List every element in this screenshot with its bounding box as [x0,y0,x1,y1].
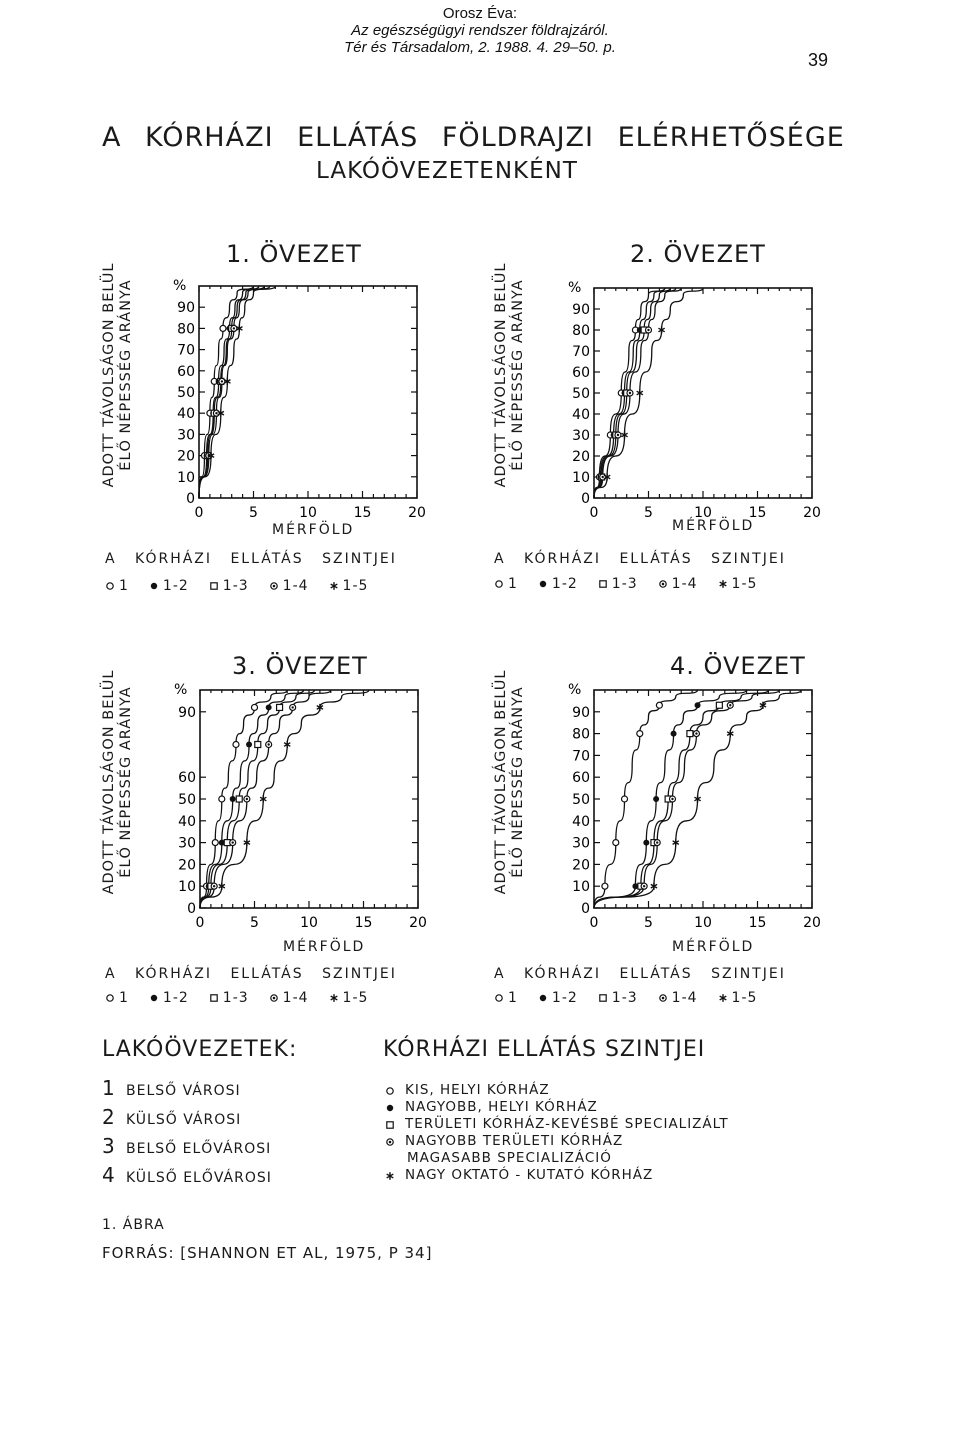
legend-item [494,990,518,1006]
y-axis-label-line2: ÉLŐ NÉPESSÉG ARÁNYA [510,279,526,471]
level-label-continued: MAGASABB SPECIALIZÁCIÓ [407,1150,612,1166]
data-point [230,796,236,802]
y-tick-label: 90 [177,300,195,317]
data-point [230,840,236,846]
data-point [266,704,272,710]
open-circle-icon [105,581,115,591]
data-point [673,839,679,846]
y-tick-label: 40 [178,813,196,830]
y-tick-label: 50 [572,386,590,402]
series-line-1-3 [594,288,676,498]
legend-item [658,990,698,1006]
zone-item: 2 KÜLSŐ VÁROSI [102,1105,242,1129]
legend-title: A KÓRHÁZI ELLÁTÁS SZINTJEI [105,551,397,567]
data-point [220,325,226,331]
data-point [277,704,283,710]
x-tick-label: 10 [299,505,317,521]
legend-item [718,576,758,592]
x-tick-label: 10 [694,915,712,931]
asterisk-icon [329,993,339,1003]
x-tick-label: 15 [748,915,767,931]
y-tick-label: 60 [178,770,196,787]
y-tick-label: 20 [178,857,196,874]
filled-circle-icon [149,581,159,591]
level-label: NAGYOBB, HELYI KÓRHÁZ [405,1099,598,1115]
y-tick-label: 40 [572,407,590,423]
x-tick-label: 10 [300,915,318,931]
y-tick-label: 70 [572,344,590,360]
legend-item [105,578,129,594]
legend-label: 1-2 [162,578,189,594]
legend-label: 1 [119,578,129,594]
y-axis-label-line1: ADOTT TÁVOLSÁGON BELÜL [101,262,117,488]
header-citation: Tér és Társadalom, 2. 1988. 4. 29–50. p. [344,39,616,56]
data-point [602,883,608,889]
legend-label: 1-4 [671,576,698,592]
open-circle-icon [385,1086,395,1096]
data-point [255,742,261,748]
legend-label: 1-4 [671,990,698,1006]
y-tick-label: 70 [177,342,195,359]
legend-label: 1-2 [551,990,578,1006]
y-tick-label: 30 [572,428,590,444]
legend-label: 1-3 [611,576,638,592]
legend-item [329,578,369,594]
series-markers-1-5 [604,326,665,480]
data-point [727,730,733,737]
level-item [385,1099,729,1116]
data-point [671,731,677,737]
figure-title-line1: A KÓRHÁZI ELLÁTÁS FÖLDRAJZI ELÉRHETŐSÉGE [102,122,845,153]
data-point [646,327,652,333]
y-tick-label: 30 [177,427,195,444]
y-axis-label-line2: ÉLŐ NÉPESSÉG ARÁNYA [118,279,134,471]
series-line-1-3 [594,690,768,908]
y-unit-label: % [173,278,187,294]
legend-title: A KÓRHÁZI ELLÁTÁS SZINTJEI [105,966,397,982]
data-point [641,883,647,889]
y-tick-label: 90 [178,704,196,721]
open-square-icon [598,579,608,589]
legend-label: 1 [508,576,518,592]
legend-item [105,990,129,1006]
y-axis-label [492,652,528,912]
data-point [246,742,252,748]
legend-item [269,578,309,594]
chart-plot [169,256,447,528]
x-tick-label: 10 [694,505,712,521]
y-tick-label: 10 [178,879,196,896]
data-point [211,883,217,889]
data-point [219,378,225,384]
y-tick-label: 0 [186,491,195,507]
page-number: 39 [808,50,829,70]
y-unit-label: % [174,682,188,698]
y-tick-label: 10 [572,470,590,486]
data-point [637,389,643,396]
legend-item [329,990,369,1006]
chart-title: 1. ÖVEZET [226,240,362,268]
legend-item [269,990,309,1006]
x-tick-label: 5 [644,505,653,521]
legend-label: 1-5 [731,576,758,592]
legend-label: 1 [508,990,518,1006]
x-axis-label: MÉRFÖLD [672,939,755,955]
x-axis-label: MÉRFÖLD [272,522,355,538]
open-square-icon [385,1120,395,1130]
open-square-icon [598,993,608,1003]
data-point [716,702,722,708]
data-point [694,795,700,802]
x-tick-label: 5 [249,505,258,521]
header-author: Orosz Éva: [442,5,518,22]
series-markers-1-3 [638,702,722,889]
circled-dot-icon [658,579,668,589]
legend-item [538,990,578,1006]
legend [494,576,777,592]
zone-item: 1 BELSŐ VÁROSI [102,1076,241,1100]
y-tick-label: 60 [572,770,590,787]
figure-title-line2: LAKÓÖVEZETENKÉNT [316,158,578,184]
x-axis-label: MÉRFÖLD [672,518,755,534]
y-tick-label: 10 [177,469,195,486]
y-tick-label: 0 [187,901,196,917]
x-tick-label: 15 [353,505,372,521]
data-point [627,390,633,396]
legend-label: 1-2 [162,990,189,1006]
legend-item [494,576,518,592]
circled-dot-icon [658,993,668,1003]
y-tick-label: 40 [177,406,195,423]
data-point [266,742,272,748]
data-point [651,883,657,890]
x-tick-label: 15 [354,915,373,931]
level-label: NAGY OKTATÓ - KUTATÓ KÓRHÁZ [405,1167,654,1183]
data-point [219,796,225,802]
y-tick-label: 70 [572,748,590,765]
legend-label: 1-5 [342,578,369,594]
data-point [656,702,662,708]
legend [494,990,777,1006]
data-point [760,702,766,709]
y-tick-label: 10 [572,879,590,896]
chart-plot [564,258,842,528]
y-axis-label-line2: ÉLŐ NÉPESSÉG ARÁNYA [118,686,134,878]
y-axis-label-line1: ADOTT TÁVOLSÁGON BELÜL [493,262,509,488]
x-axis-label: MÉRFÖLD [283,939,366,955]
x-tick-label: 20 [408,505,426,521]
data-point [290,704,296,710]
levels-list [385,1082,729,1184]
data-point [244,796,250,802]
legend-item [538,576,578,592]
y-tick-label: 50 [177,385,195,401]
open-circle-icon [494,579,504,589]
data-point [643,840,649,846]
level-label: NAGYOBB TERÜLETI KÓRHÁZ [405,1133,624,1149]
y-unit-label: % [568,280,582,296]
x-tick-label: 5 [250,915,259,931]
data-point [727,702,733,708]
legend-item [149,990,189,1006]
asterisk-icon [718,579,728,589]
y-tick-label: 90 [572,302,590,318]
chart-title: 3. ÖVEZET [232,652,368,680]
x-tick-label: 15 [748,505,767,521]
y-tick-label: 50 [572,792,590,808]
y-tick-label: 0 [581,491,590,507]
data-point [653,796,659,802]
x-tick-label: 20 [803,505,821,521]
circled-dot-icon [385,1137,395,1147]
data-point [654,840,660,846]
data-point [695,702,701,708]
data-point [219,883,225,890]
legend-label: 1-4 [282,578,309,594]
open-square-icon [209,993,219,1003]
data-point [252,704,258,710]
x-tick-label: 20 [409,915,427,931]
chart-title: 4. ÖVEZET [670,652,806,680]
y-axis-label [100,652,136,912]
figure-label: 1. ÁBRA [102,1217,165,1233]
x-tick-label: 0 [195,915,205,931]
legend-item [598,990,638,1006]
legend-item [149,578,189,594]
circled-dot-icon [269,581,279,591]
level-label: KIS, HELYI KÓRHÁZ [405,1082,550,1098]
y-tick-label: 20 [572,857,590,874]
legend-title: A KÓRHÁZI ELLÁTÁS SZINTJEI [494,966,786,982]
y-tick-label: 80 [177,321,195,338]
y-tick-label: 60 [572,365,590,381]
data-point [236,796,242,802]
x-tick-label: 0 [589,505,599,521]
data-point [658,326,664,333]
open-square-icon [209,581,219,591]
zones-heading: LAKÓÖVEZETEK: [102,1037,298,1062]
y-tick-label: 30 [572,835,590,852]
legend-label: 1-5 [342,990,369,1006]
legend-item [718,990,758,1006]
filled-circle-icon [149,993,159,1003]
data-point [615,432,621,438]
x-tick-label: 0 [194,505,204,521]
data-point [693,731,699,737]
circled-dot-icon [269,993,279,1003]
series-markers-1 [602,702,663,889]
asterisk-icon [329,581,339,591]
y-tick-label: 0 [581,901,590,917]
y-tick-label: 30 [178,835,196,852]
y-axis-label [492,250,528,500]
zone-item: 3 BELSŐ ELŐVÁROSI [102,1134,272,1158]
data-point [621,431,627,438]
legend-item [209,578,249,594]
x-tick-label: 20 [803,915,821,931]
y-tick-label: 60 [177,363,195,380]
data-point [687,731,693,737]
y-unit-label: % [568,682,582,698]
figure-source: FORRÁS: [SHANNON ET AL, 1975, P 34] [102,1244,433,1262]
filled-circle-icon [538,993,548,1003]
data-point [622,796,628,802]
legend-item [658,576,698,592]
y-tick-label: 20 [177,448,195,465]
y-tick-label: 20 [572,449,590,465]
legend-label: 1-4 [282,990,309,1006]
y-tick-label: 80 [572,726,590,743]
data-point [244,839,250,846]
level-item [385,1167,729,1184]
data-point [212,840,218,846]
y-axis-label-line1: ADOTT TÁVOLSÁGON BELÜL [493,669,509,895]
legend-item [209,990,249,1006]
legend-item [598,576,638,592]
chart-plot [170,660,448,938]
zone-item: 4 KÜLSŐ ELŐVÁROSI [102,1163,272,1187]
asterisk-icon [385,1171,395,1181]
y-axis-label-line1: ADOTT TÁVOLSÁGON BELÜL [101,669,117,895]
open-circle-icon [494,993,504,1003]
filled-circle-icon [538,579,548,589]
chart-plot [564,660,842,938]
data-point [637,731,643,737]
data-point [233,742,239,748]
data-point [317,704,323,711]
y-tick-label: 80 [572,323,590,339]
levels-heading: KÓRHÁZI ELLÁTÁS SZINTJEI [383,1037,706,1062]
data-point [231,325,237,331]
y-tick-label: 90 [572,704,590,721]
filled-circle-icon [385,1103,395,1113]
legend-label: 1-5 [731,990,758,1006]
x-tick-label: 5 [644,915,653,931]
level-label: TERÜLETI KÓRHÁZ-KEVÉSBÉ SPECIALIZÁLT [405,1116,729,1132]
header-title: Az egészségügyi rendszer földrajzáról. [351,22,609,39]
legend [105,990,388,1006]
data-point [260,795,266,802]
legend-label: 1-3 [611,990,638,1006]
y-tick-label: 50 [178,792,196,808]
legend [105,578,388,594]
legend-title: A KÓRHÁZI ELLÁTÁS SZINTJEI [494,551,786,567]
chart-title: 2. ÖVEZET [630,240,766,268]
data-point [613,840,619,846]
zones-list [102,1075,272,1191]
legend-label: 1-2 [551,576,578,592]
level-item [385,1133,729,1150]
y-axis-label-line2: ÉLŐ NÉPESSÉG ARÁNYA [510,686,526,878]
y-axis-label [100,250,136,500]
data-point [669,796,675,802]
series-markers-1-5 [208,325,243,459]
legend-label: 1-3 [222,990,249,1006]
asterisk-icon [718,993,728,1003]
legend-label: 1-3 [222,578,249,594]
open-circle-icon [105,993,115,1003]
x-tick-label: 0 [589,915,599,931]
level-item [385,1116,729,1133]
level-item [385,1082,729,1099]
y-tick-label: 40 [572,813,590,830]
data-point [284,741,290,748]
legend-label: 1 [119,990,129,1006]
